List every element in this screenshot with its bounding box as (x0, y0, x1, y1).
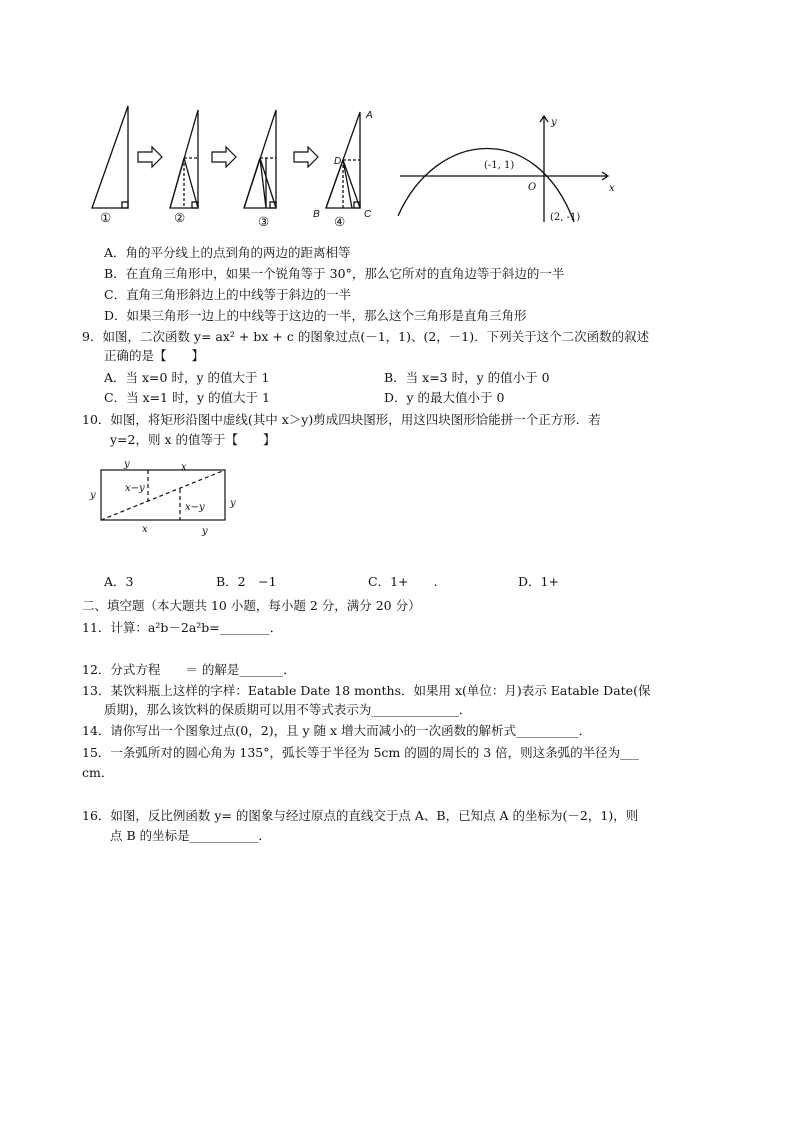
x-axis-label: x (609, 183, 615, 194)
origin-label: O (528, 182, 537, 193)
point-label-b: B (313, 209, 320, 220)
q10-option-b: B．2 −1 (216, 574, 277, 589)
triangle-4 (326, 112, 360, 208)
q8-option-d: D．如果三角形一边上的中线等于这边的一半，那么这个三角形是直角三角形 (104, 308, 527, 323)
rect-label-x-top: x (181, 462, 187, 473)
y-axis-label: y (551, 117, 557, 128)
q11: 11．计算：a²b－2a²b=________． (82, 620, 283, 635)
q15-line2: cm． (82, 765, 114, 780)
triangle-label-4: ④ (334, 214, 346, 229)
triangle-label-1: ① (100, 210, 112, 225)
point-label-c: C (364, 209, 372, 220)
arrow-right-icon (138, 147, 162, 167)
rect-label-y-bottom: y (202, 526, 208, 537)
triangle-label-3: ③ (258, 214, 270, 229)
point-neg1-1-label: (-1, 1) (484, 160, 515, 171)
triangle-1 (92, 106, 128, 208)
rect-label-y-top: y (124, 459, 130, 470)
point-label-a: A (366, 110, 373, 121)
section-2-heading: 二、填空题（本大题共 10 小题，每小题 2 分，满分 20 分） (82, 598, 421, 613)
q15-line1: 15．一条弧所对的圆心角为 135°，弧长等于半径为 5cm 的圆的周长的 3 倍，则这条弧的半径为___ (82, 745, 639, 760)
q16-line2: 点 B 的坐标是___________． (110, 828, 271, 843)
arrow-right-icon (294, 147, 318, 167)
point-2-neg1-label: (2, -1) (550, 212, 581, 223)
q9-option-a: A．当 x=0 时，y 的值大于 1 (104, 370, 270, 385)
q16-line1: 16．如图，反比例函数 y= 的图象与经过原点的直线交于点 A、B，已知点 A 的坐标为(－2，1)，则 (82, 808, 639, 823)
point-label-d: D (334, 156, 342, 167)
q14: 14．请你写出一个图象过点(0，2)，且 y 随 x 增大而减小的一次函数的解析式__________． (82, 723, 592, 738)
rect-label-y-left: y (90, 490, 96, 501)
rect-label-x-bottom: x (142, 524, 148, 535)
q9-option-d: D．y 的最大值小于 0 (384, 390, 505, 405)
rect-label-y-right: y (230, 498, 236, 509)
q13-line1: 13．某饮料瓶上这样的字样：Eatable Date 18 months．如果用 x(单位：月)表示 Eatable Date(保 (82, 683, 651, 698)
rectangle-cut-figure (100, 466, 240, 526)
q9-option-c: C．当 x=1 时，y 的值大于 1 (104, 390, 270, 405)
q13-line2: 质期)，那么该饮料的保质期可以用不等式表示为______________． (104, 702, 472, 717)
rect-label-x-minus-y-1: x−y (125, 483, 145, 494)
rect-label-x-minus-y-2: x−y (185, 502, 205, 513)
q10-stem-line2: y=2，则 x 的值等于【 】 (110, 432, 276, 447)
q9-stem-line2: 正确的是【 】 (104, 348, 205, 363)
q8-option-a: A．角的平分线上的点到角的两边的距离相等 (104, 245, 351, 260)
q10-option-a: A．3 (104, 574, 134, 589)
arrow-right-icon (212, 147, 236, 167)
triangle-label-2: ② (174, 210, 186, 225)
triangle-2 (170, 110, 198, 208)
q8-option-c: C．直角三角形斜边上的中线等于斜边的一半 (104, 287, 352, 302)
q10-option-c: C．1+ . (368, 574, 438, 589)
q9-stem-line1: 9．如图，二次函数 y= ax² + bx + c 的图象过点(－1，1)、(2，－1)．下列关于这个二次函数的叙述 (82, 329, 650, 344)
q10-option-d: D．1+ (518, 574, 559, 589)
q10-stem-line1: 10．如图，将矩形沿图中虚线(其中 x＞y)剪成四块图形，用这四块图形恰能拼一个正方形．若 (82, 412, 601, 427)
q12: 12．分式方程 ＝ 的解是_______． (82, 662, 296, 677)
q8-option-b: B．在直角三角形中，如果一个锐角等于 30°，那么它所对的直角边等于斜边的一半 (104, 266, 565, 281)
triangle-3 (244, 110, 276, 208)
q9-option-b: B．当 x=3 时，y 的值小于 0 (384, 370, 550, 385)
